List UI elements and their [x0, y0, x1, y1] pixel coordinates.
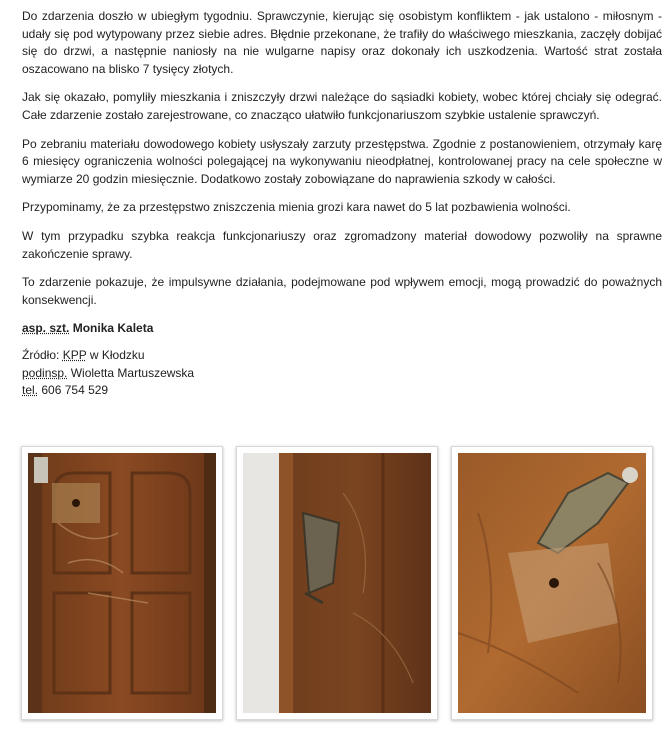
door-lock-closeup-photo	[458, 453, 646, 713]
damaged-door-handle-photo	[243, 453, 431, 713]
contact-line	[22, 365, 662, 383]
article-paragraph-4: Przypominamy, że za przestępstwo zniszczenia mienia grozi kara nawet do 5 lat pozbawienia wolności.	[22, 200, 571, 215]
phone-abbr: tel.	[22, 383, 39, 398]
gallery-thumbnail-3[interactable]	[451, 446, 653, 720]
phone-number: 606 754 529	[41, 383, 109, 398]
author-rank: asp. szt.	[22, 321, 70, 336]
article-paragraph-2: Jak się okazało, pomyliły mieszkania i zniszczyły drzwi należące do sąsiadki kobiety, wobec której chciały się odegrać. Całe zdarzenie zostało zarejestrowane, co znacząco ułatwiło funkcjonariuszom szybkie ustalenie sprawczyń.	[22, 90, 662, 122]
photo-gallery	[21, 446, 661, 726]
phone-line	[22, 382, 662, 400]
article-paragraph-5: W tym przypadku szybka reakcja funkcjonariuszy oraz zgromadzony materiał dowodowy pozwoliły na sprawne zakończenie sprawy.	[22, 228, 662, 261]
damaged-door-photo	[28, 453, 216, 713]
gallery-thumbnail-2[interactable]	[236, 446, 438, 720]
gallery-thumbnail-1[interactable]	[21, 446, 223, 720]
article-body	[22, 8, 662, 400]
article-paragraph-1: Do zdarzenia doszło w ubiegłym tygodniu. Sprawczynie, kierując się osobistym konfliktem - jak ustalono - miłosnym - udały się pod wytypowany przez siebie adres. Błędnie przekonane, że trafiły do właściwego mieszkania, zaczęły dobijać się do drzwi, a następnie naniosły na nie wulgarne napisy oraz dokonały ich uszkodzenia. Wartość strat została oszacowano na blisko 7 tysięcy złotych.	[22, 9, 662, 76]
contact-rank: podinsp.	[22, 365, 68, 380]
article-paragraph-6: To zdarzenie pokazuje, że impulsywne działania, podejmowane pod wpływem emocji, mogą prowadzić do poważnych konsekwencji.	[22, 275, 662, 307]
source-line	[22, 347, 662, 365]
author-signature	[22, 320, 662, 338]
author-name: Monika Kaleta	[72, 321, 154, 336]
article-paragraph-3: Po zebraniu materiału dowodowego kobiety usłyszały zarzuty przestępstwa. Zgodnie z postanowieniem, otrzymały karę 6 miesięcy ograniczenia wolności polegającej na wykonywaniu nieodpłatnej, kontrolowanej pracy na cele społeczne w wymiarze 20 godzin miesięcznie. Dodatkowo zostały zobowiązane do naprawienia szkody w całości.	[22, 136, 662, 186]
contact-name: Wioletta Martuszewska	[70, 365, 195, 380]
source-unit-abbr: KPP	[62, 347, 87, 362]
source-label: Źródło:	[22, 347, 60, 362]
source-unit-rest: w Kłodzku	[89, 347, 145, 362]
source-block	[22, 347, 662, 400]
